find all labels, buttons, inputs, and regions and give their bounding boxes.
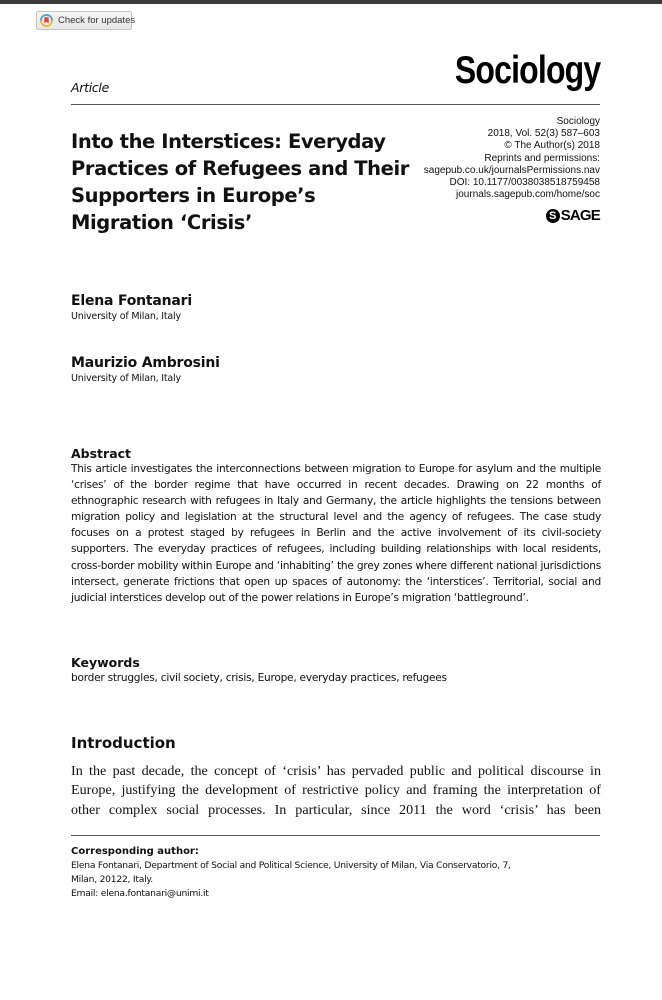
keywords-section bbox=[71, 655, 601, 686]
abstract-section bbox=[71, 446, 601, 606]
author-affiliation: University of Milan, Italy bbox=[71, 373, 181, 384]
corresponding-author-note bbox=[71, 845, 601, 902]
keywords-list: border struggles, civil society, crisis, Europe, everyday practices, refugees bbox=[71, 672, 447, 684]
pubinfo-journal: Sociology bbox=[556, 116, 600, 127]
crossmark-icon bbox=[40, 14, 53, 27]
author-name: Maurizio Ambrosini bbox=[71, 355, 220, 371]
check-for-updates-label: Check for updates bbox=[58, 15, 136, 26]
author-block bbox=[71, 354, 220, 385]
corresponding-author-heading: Corresponding author: bbox=[71, 846, 199, 857]
corresponding-author-address: Elena Fontanari, Department of Social and Political Science, University of Milan, Via Conservatorio, 7, bbox=[71, 860, 511, 871]
pubinfo-reprints-label: Reprints and permissions: bbox=[484, 152, 600, 164]
introduction-heading: Introduction bbox=[71, 734, 176, 752]
pubinfo-permissions-link[interactable]: sagepub.co.uk/journalsPermissions.nav bbox=[423, 164, 600, 176]
corresponding-author-email[interactable]: Email: elena.fontanari@unimi.it bbox=[71, 888, 209, 900]
author-affiliation: University of Milan, Italy bbox=[71, 311, 181, 322]
author-name: Elena Fontanari bbox=[71, 293, 192, 309]
sage-mark-icon: S bbox=[546, 209, 560, 223]
article-type-label: Article bbox=[71, 80, 110, 95]
introduction-body: In the past decade, the concept of ‘crisis’ has pervaded public and political discourse in Europe, justifying the development of restrictive policy and framing the interpretation of other complex social processes. In particular, since 2011 the word ‘crisis’ has been bbox=[71, 763, 601, 818]
sage-wordmark: SAGE bbox=[560, 207, 600, 224]
journal-logo: Sociology bbox=[454, 49, 600, 92]
publication-info bbox=[424, 116, 600, 201]
sage-logo bbox=[546, 207, 600, 224]
keywords-heading: Keywords bbox=[71, 655, 140, 670]
abstract-heading: Abstract bbox=[71, 446, 132, 461]
pubinfo-copyright: © The Author(s) 2018 bbox=[504, 140, 600, 152]
viewer-top-bar bbox=[0, 0, 662, 4]
abstract-body: This article investigates the interconnections between migration to Europe for asylum and the multiple ‘crises’ of the border regime that have occurred in recent decades. Drawing on 22 months of ethnographic research with refugees in Italy and Germany, the article highlights the tensions between migration policy and legislation at the structural level and the agency of refugees. The case study focuses on a protest staged by refugees in Berlin and the active involvement of its civil-society supporters. The everyday practices of refugees, including building relationships with local residents, cross-border mobility within Europe and ‘inhabiting’ the grey zones where different national jurisdictions intersect, generate frictions that open up spaces of autonomy: the ‘interstices’. Territorial, social and judicial interstices develop out of the power relations in Europe’s migration ‘battleground’. bbox=[71, 463, 601, 604]
footnote-divider bbox=[71, 835, 600, 836]
check-for-updates-button[interactable] bbox=[36, 11, 136, 30]
corresponding-author-city: Milan, 20122, Italy. bbox=[71, 874, 153, 886]
header-divider bbox=[71, 104, 600, 105]
pubinfo-doi[interactable]: DOI: 10.1177/0038038518759458 bbox=[449, 177, 600, 189]
author-block bbox=[71, 292, 192, 323]
pubinfo-volume: 2018, Vol. 52(3) 587–603 bbox=[487, 128, 600, 140]
pubinfo-journal-link[interactable]: journals.sagepub.com/home/soc bbox=[456, 189, 600, 201]
article-title: Into the Interstices: Everyday Practices of Refugees and Their Supporters in Europe’s Migration ‘Crisis’ bbox=[71, 130, 409, 234]
